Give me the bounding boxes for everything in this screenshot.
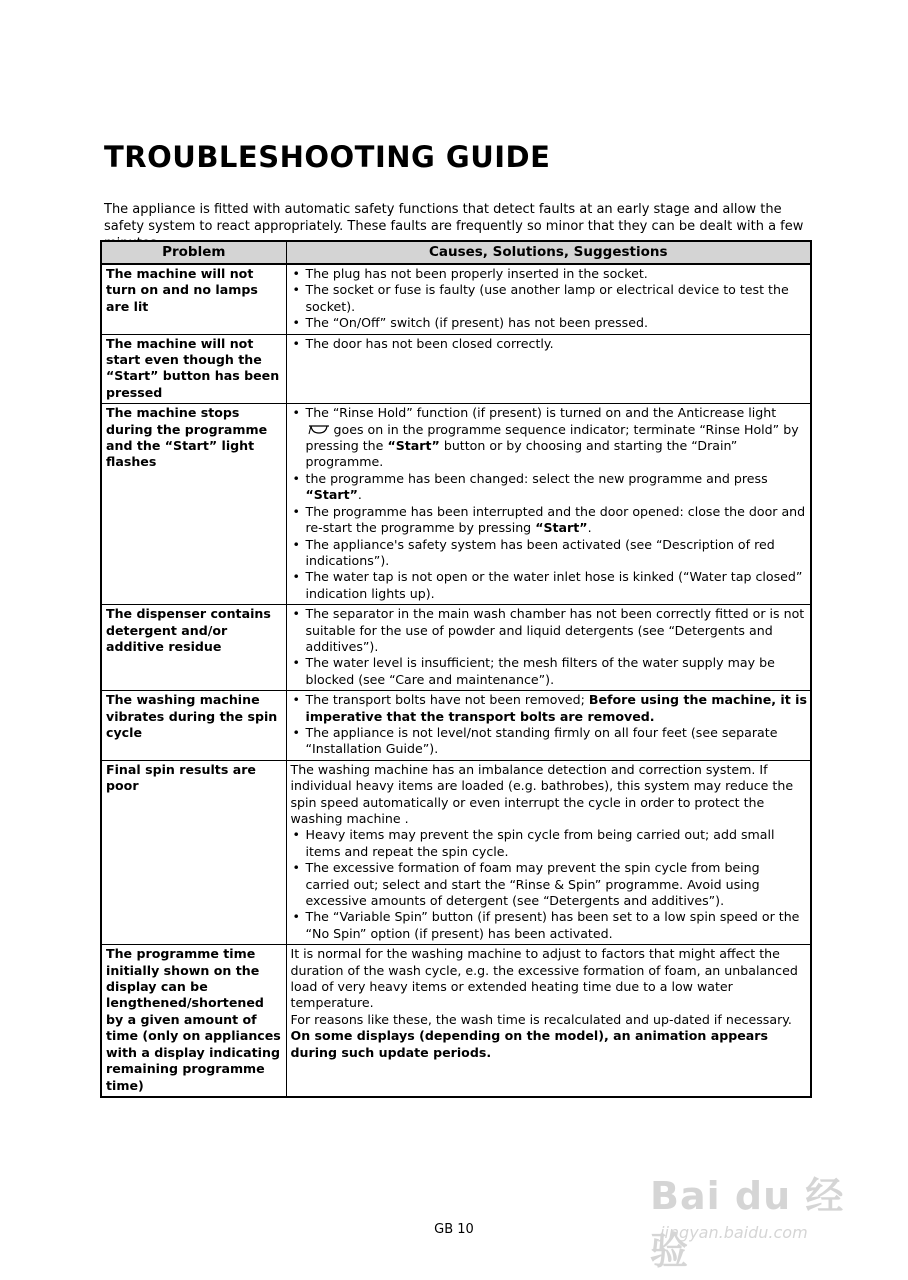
cause-text: . [357,487,362,503]
cause-paragraph: It is normal for the washing machine to adjust to factors that might affect the duration of the wash cycle, e.g. the excessive formation of foam, an unbalanced load of very heavy items or extended heating time due to a low water temperature. [290,946,798,1011]
causes-cell [286,945,811,1097]
header-causes: Causes, Solutions, Suggestions [286,241,811,264]
cause-item: • The plug has not been properly inserted in the socket. [291,266,808,282]
problem-cell: The machine will not start even though the “Start” button has been pressed [101,334,286,404]
cause-item: • The separator in the main wash chamber has not been correctly fitted or is not suitable for the use of powder and liquid detergents (see “Detergents and additives”). [291,606,808,655]
cause-item: • The water tap is not open or the water inlet hose is kinked (“Water tap closed” indication lights up). [291,569,808,602]
causes-cell [286,605,811,691]
causes-cell [286,691,811,761]
baidu-watermark [640,1145,870,1273]
causes-cell [286,404,811,605]
table-row [101,691,811,761]
table-row [101,945,811,1097]
watermark-url: jingyan.baidu.com [660,1223,808,1242]
cause-text: The programme has been interrupted and the door opened: close the door and re-start the programme by pressing [305,503,806,536]
cause-text-bold: “Start” [387,438,440,454]
causes-cell [286,760,811,944]
table-row [101,404,811,605]
header-problem: Problem [101,241,286,264]
intro-paragraph: The appliance is fitted with automatic safety functions that detect faults at an early stage and allow the safety system to react appropriately. These faults are frequently so minor that they can be dealt with a few [104,202,804,234]
cause-item: • The appliance's safety system has been activated (see “Description of red indications”). [291,537,808,570]
table-row [101,334,811,404]
table-header-row [101,241,811,264]
cause-item: • The appliance is not level/not standing firmly on all four feet (see separate “Installation Guide”). [291,725,808,758]
problem-cell: The washing machine vibrates during the spin cycle [101,691,286,761]
cause-text: the programme has been changed: select the new programme and press [305,470,768,486]
cause-text-bold: “Start” [535,520,588,536]
cause-item [291,504,808,537]
problem-cell: The programme time initially shown on the display can be lengthened/shortened by a given amount of time (only on appliances with a display indicating remaining programme time) [101,945,286,1097]
problem-cell: The dispenser contains detergent and/or additive residue [101,605,286,691]
cause-text: . [587,520,592,536]
causes-cell [286,264,811,334]
cause-text: goes on in the programme sequence indicator; terminate “Rinse Hold” by pressing the [305,421,799,454]
page-title: TROUBLESHOOTING GUIDE [104,140,551,174]
watermark-logo: Bai du 经验 [650,1174,845,1273]
cause-text: The “Rinse Hold” function (if present) is turned on and the Anticrease light [305,405,777,421]
cause-text-bold: Before using the machine, it is imperative that the transport bolts are removed. [305,692,807,724]
problem-cell: The machine will not turn on and no lamps are lit [101,264,286,334]
anticrease-icon [308,423,330,433]
cause-text-bold: “Start” [305,487,358,503]
cause-item: • The “On/Off” switch (if present) has not been pressed. [291,315,808,331]
cause-item: • The excessive formation of foam may prevent the spin cycle from being carried out; select and start the “Rinse & Spin” programme. Avoid using excessive amounts of detergent (see “Detergents and additives”). [291,860,808,909]
problem-cell: Final spin results are poor [101,760,286,944]
cause-item [291,471,808,504]
page-number: GB 10 [434,1222,474,1237]
cause-text: The transport bolts have not been removed; [305,692,585,708]
table-row [101,605,811,691]
cause-item: • The water level is insufficient; the mesh filters of the water supply may be blocked (see “Care and maintenance”). [291,655,808,688]
troubleshooting-table [100,240,812,1098]
cause-lead: The washing machine has an imbalance detection and correction system. If individual heavy items are loaded (e.g. bathrobes), this system may reduce the spin speed automatically or even interrupt the cycle in order to protect the washing machine . [290,761,794,826]
causes-cell [286,334,811,404]
cause-item [291,692,808,725]
cause-item: • Heavy items may prevent the spin cycle from being carried out; add small items and repeat the spin cycle. [291,827,808,860]
cause-text: button or by choosing and starting the “Drain” programme. [305,438,738,470]
cause-item: • The socket or fuse is faulty (use another lamp or electrical device to test the socket). [291,282,808,315]
cause-paragraph-bold: On some displays (depending on the model), an animation appears during such update periods. [290,1028,768,1060]
table-row [101,264,811,334]
table-row [101,760,811,944]
cause-item: • The door has not been closed correctly. [291,336,808,352]
cause-item [291,405,808,471]
problem-cell: The machine stops during the programme and the “Start” light flashes [101,404,286,605]
cause-paragraph: For reasons like these, the wash time is recalculated and up-dated if necessary. [290,1011,792,1027]
cause-item: • The “Variable Spin” button (if present) has been set to a low spin speed or the “No Spin” option (if present) has been activated. [291,909,808,942]
